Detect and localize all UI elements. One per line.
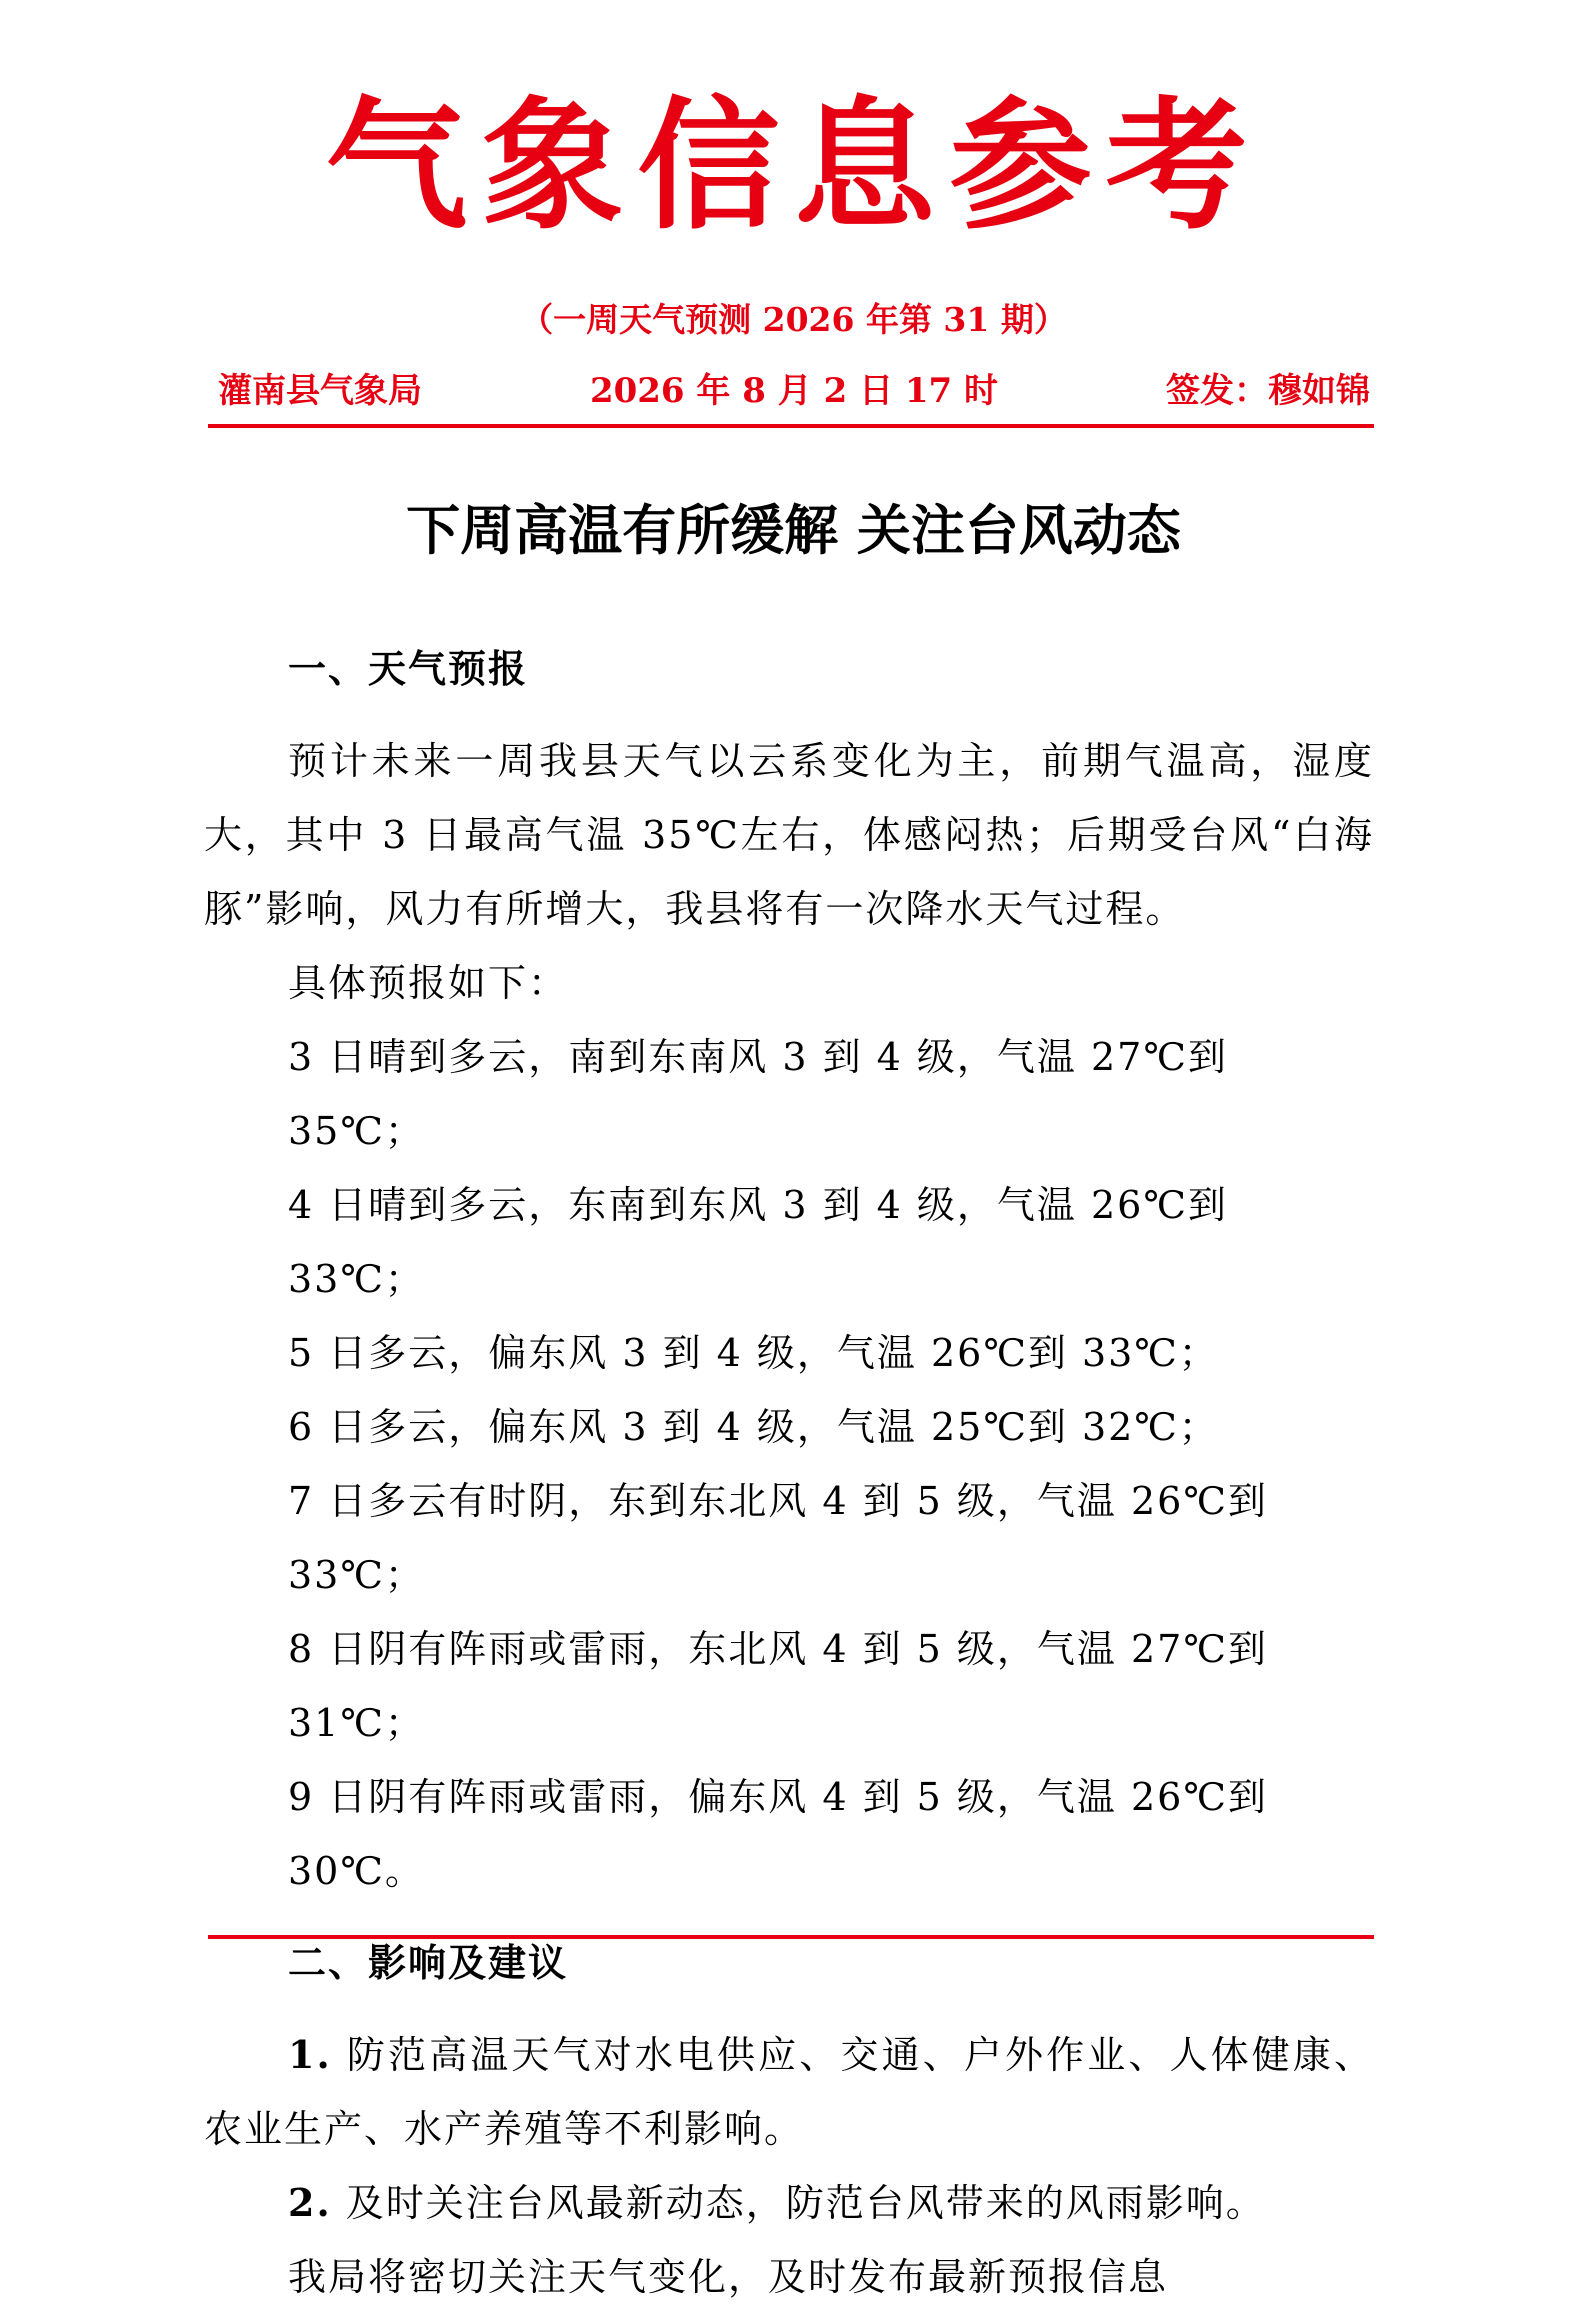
forecast-day: 6 日多云，偏东风 3 到 4 级，气温 25℃到 32℃； xyxy=(288,1405,1219,1449)
issue-date: 2026 年 8 月 2 日 17 时 xyxy=(589,371,999,411)
advice-item xyxy=(204,2018,1374,2166)
issuing-org: 灌南县气象局 xyxy=(218,371,422,411)
advice-number: 2. xyxy=(288,2180,332,2225)
advice-item xyxy=(204,2166,1374,2240)
closing-statement: 我局将密切关注天气变化，及时发布最新预报信息 xyxy=(288,2255,1169,2299)
signer: 签发：穆如锦 xyxy=(1166,371,1370,411)
forecast-day: 3 日晴到多云，南到东南风 3 到 4 级，气温 27℃到 35℃； xyxy=(288,1035,1228,1153)
forecast-day: 5 日多云，偏东风 3 到 4 级，气温 26℃到 33℃； xyxy=(288,1331,1219,1375)
section-title-advice: 二、影响及建议 xyxy=(288,1940,569,1985)
forecast-day: 7 日多云有时阴，东到东北风 4 到 5 级，气温 26℃到 33℃； xyxy=(288,1479,1268,1597)
headline: 下周高温有所缓解 关注台风动态 xyxy=(406,498,1181,562)
footer-divider xyxy=(208,1935,1374,1939)
masthead-title: 气象信息参考 xyxy=(325,84,1262,249)
document-body xyxy=(204,632,1374,2314)
header-divider xyxy=(208,424,1374,428)
forecast-detail-label: 具体预报如下： xyxy=(288,961,569,1005)
advice-number: 1. xyxy=(288,2032,332,2077)
forecast-day: 9 日阴有阵雨或雷雨，偏东风 4 到 5 级，气温 26℃到 30℃。 xyxy=(288,1775,1268,1893)
issue-number: （一周天气预测 2026 年第 31 期） xyxy=(520,300,1067,339)
advice-text: 防范高温天气对水电供应、交通、户外作业、人体健康、农业生产、水产养殖等不利影响。 xyxy=(204,2033,1374,2151)
forecast-day: 4 日晴到多云，东南到东风 3 到 4 级，气温 26℃到 33℃； xyxy=(288,1183,1228,1301)
advice-text: 及时关注台风最新动态，防范台风带来的风雨影响。 xyxy=(331,2181,1266,2225)
forecast-intro: 预计未来一周我县天气以云系变化为主，前期气温高，湿度大，其中 3 日最高气温 35℃左右，体感闷热；后期受台风“白海豚”影响，风力有所增大，我县将有一次降水天气过程。 xyxy=(204,739,1374,931)
section-title-forecast: 一、天气预报 xyxy=(288,646,529,691)
forecast-day: 8 日阴有阵雨或雷雨，东北风 4 到 5 级，气温 27℃到 31℃； xyxy=(288,1627,1268,1745)
meta-line xyxy=(218,368,1370,414)
